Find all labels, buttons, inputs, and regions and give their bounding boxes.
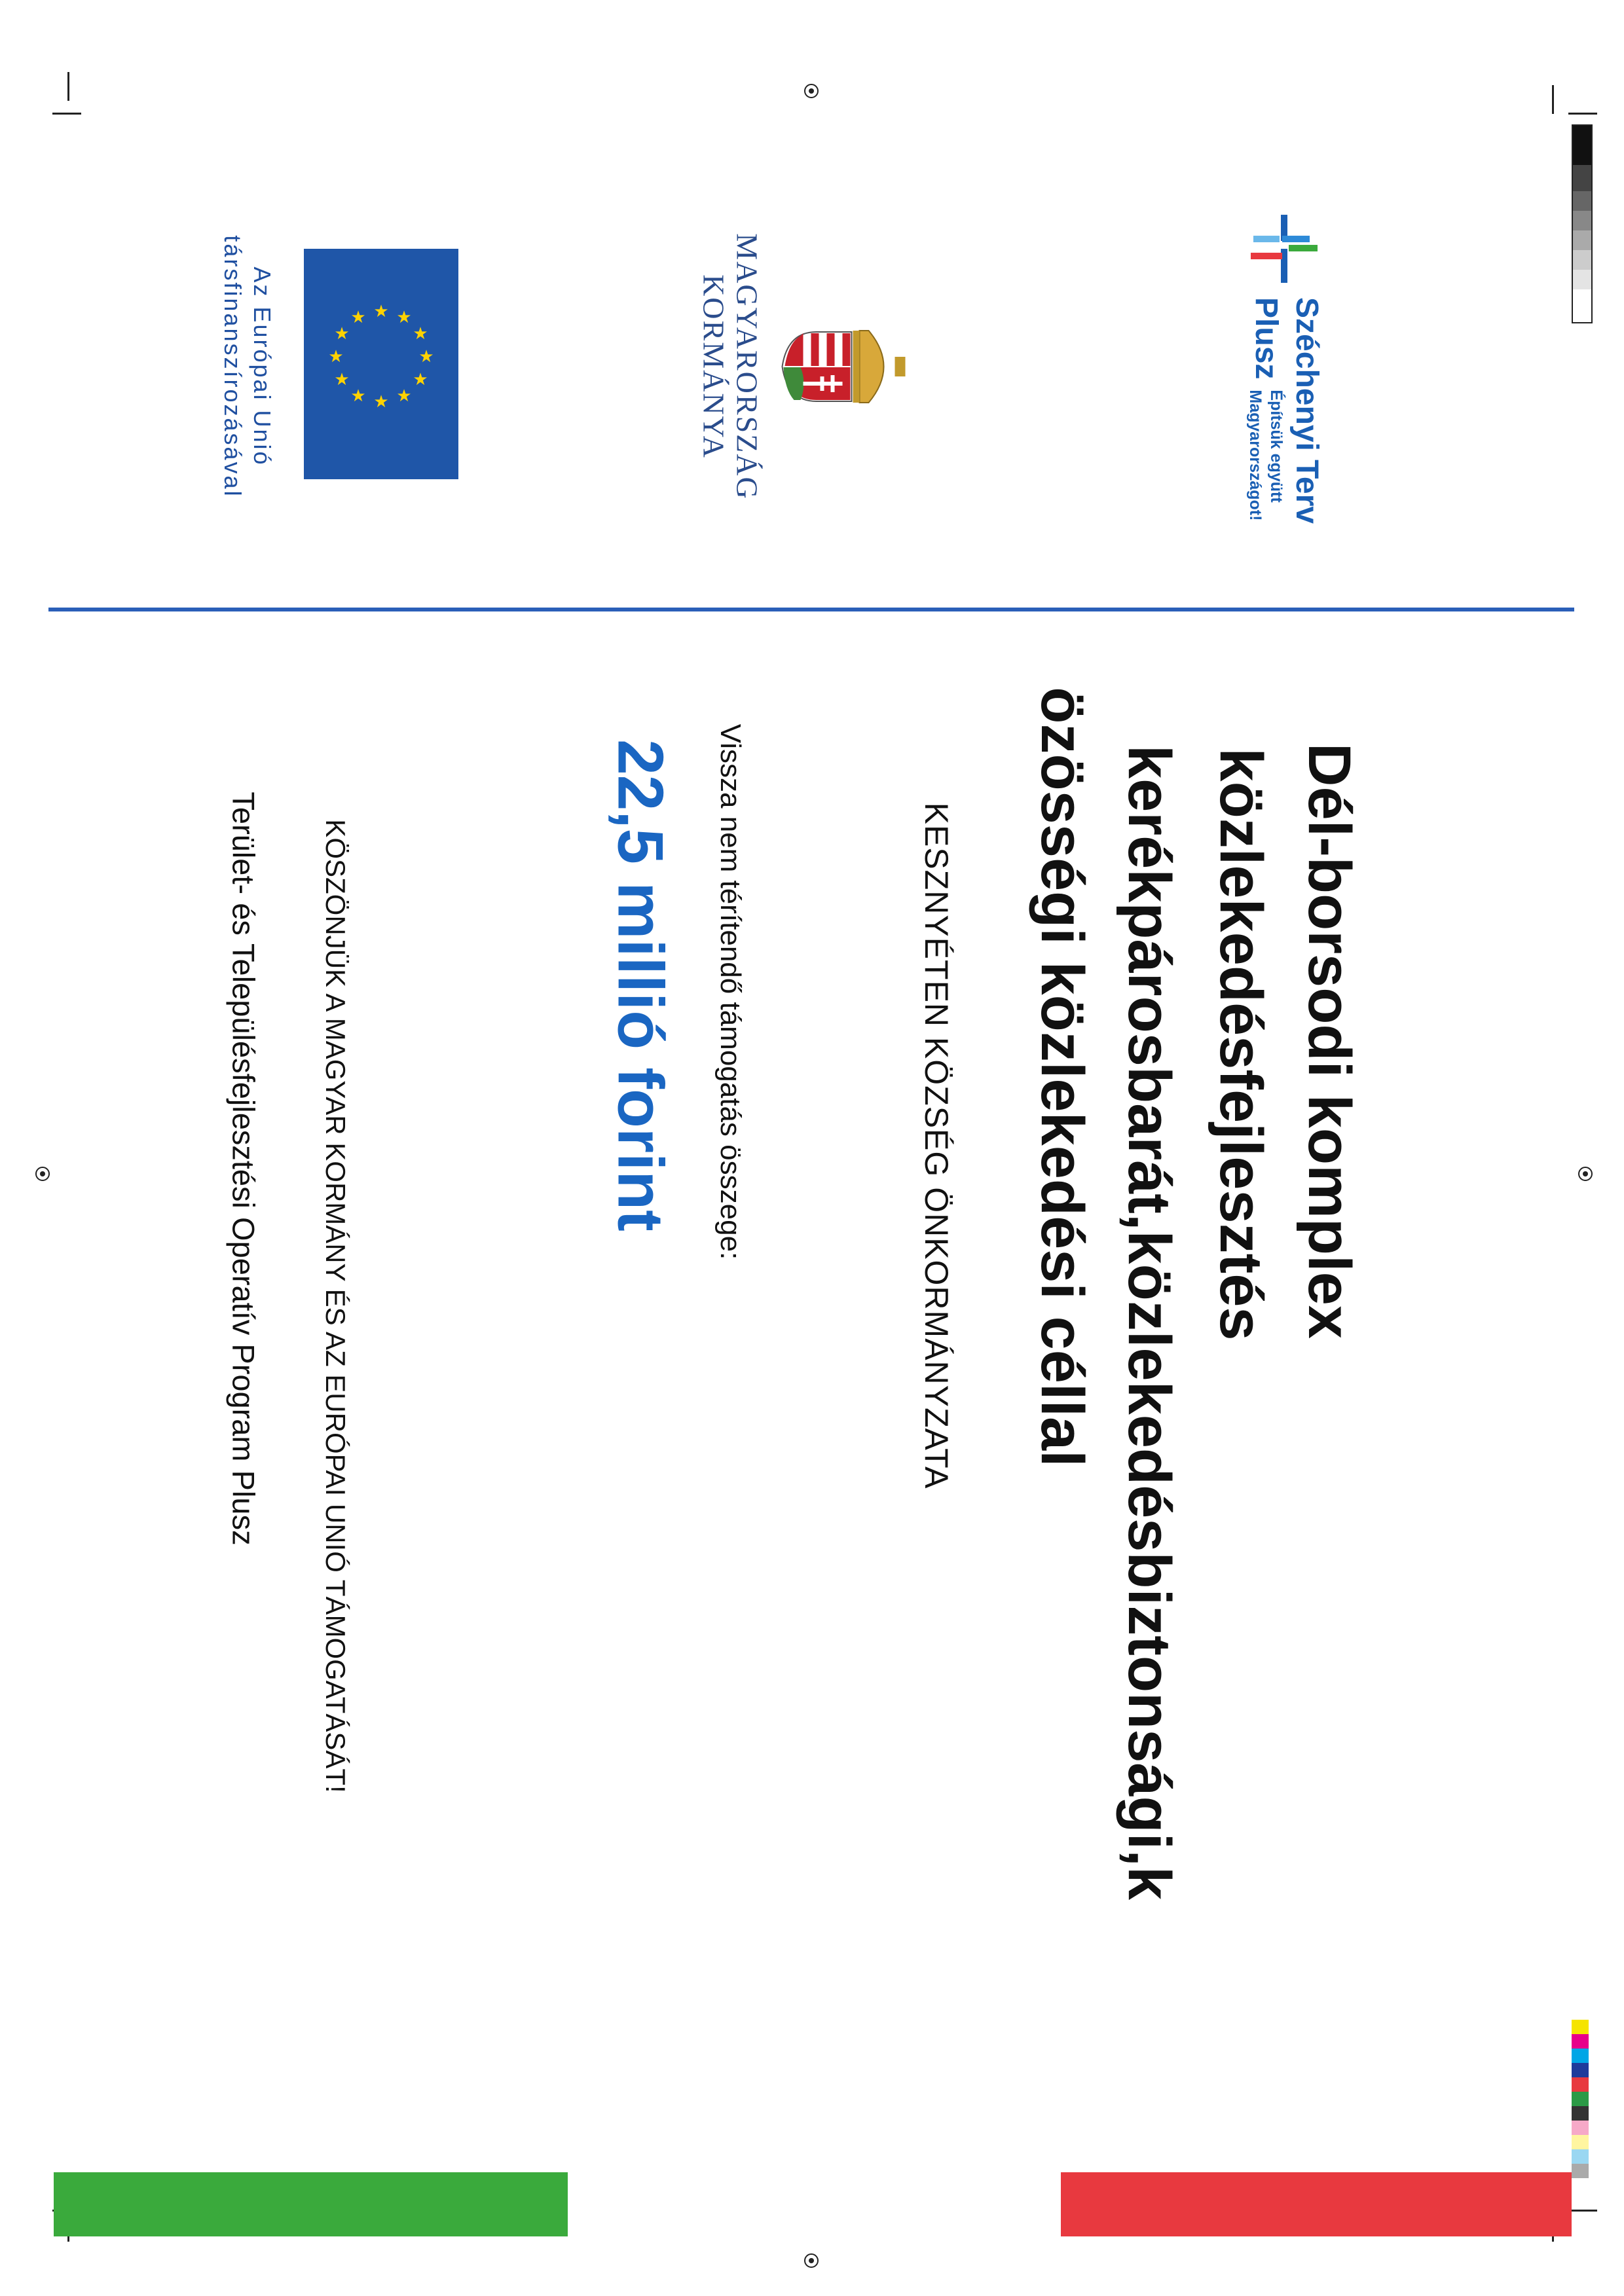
green-bar bbox=[54, 2172, 568, 2236]
svg-text:★: ★ bbox=[418, 347, 434, 367]
thanks-text: KÖSZÖNJÜK A MAGYAR KORMÁNY ÉS AZ EURÓPAI UNIÓ TÁMOGATÁSÁT! bbox=[320, 819, 351, 1793]
svg-text:★: ★ bbox=[334, 370, 350, 390]
eu-caption bbox=[218, 235, 277, 498]
color-strip bbox=[1572, 2020, 1590, 2216]
slogan-line1: Építsük együtt bbox=[1267, 390, 1286, 503]
crop-mark-top-right bbox=[1552, 85, 1554, 114]
registration-mark-bottom bbox=[803, 2252, 820, 2269]
szechenyi-plusz: Plusz bbox=[1249, 297, 1283, 380]
registration-mark-right bbox=[1577, 1165, 1594, 1182]
crop-mark-top-right-h bbox=[1568, 113, 1597, 115]
svg-text:★: ★ bbox=[350, 308, 366, 327]
crop-mark-top-left bbox=[67, 72, 69, 101]
svg-text:★: ★ bbox=[413, 324, 428, 344]
szechenyi-plus-icon bbox=[1244, 210, 1323, 288]
beneficiary: KESZNYÉTEN KÖZSÉG ÖNKORMÁNYZATA bbox=[918, 802, 955, 1489]
title-line-2: közlekedésfejlesztés bbox=[1208, 748, 1274, 1341]
registration-mark-left bbox=[34, 1165, 51, 1182]
title-line-1: Dél-borsodi komplex bbox=[1296, 743, 1363, 1339]
svg-text:★: ★ bbox=[328, 347, 344, 367]
svg-text:★: ★ bbox=[396, 308, 412, 327]
government-line1: MAGYARORSZÁG bbox=[730, 233, 764, 500]
eu-caption-line2: társfinanszírozásával bbox=[219, 235, 246, 498]
svg-text:★: ★ bbox=[396, 386, 412, 406]
registration-mark-top bbox=[803, 82, 820, 100]
red-bar bbox=[1061, 2172, 1572, 2236]
svg-text:★: ★ bbox=[373, 302, 389, 321]
grant-label: Vissza nem térítendő támogatás összege: bbox=[714, 723, 747, 1260]
slogan-line2: Magyarországot! bbox=[1246, 390, 1264, 521]
coat-of-arms bbox=[778, 324, 906, 409]
eu-flag-icon bbox=[304, 249, 458, 479]
government-text bbox=[697, 233, 763, 500]
grayscale-strip bbox=[1572, 124, 1593, 323]
svg-text:★: ★ bbox=[373, 392, 389, 412]
hungarian-coat-of-arms-icon bbox=[781, 324, 906, 409]
program-name: Terület- és Településfejlesztési Operatív Program Plusz bbox=[226, 792, 261, 1546]
eu-flag bbox=[304, 249, 458, 479]
eu-caption-line1: Az Európai Unió bbox=[249, 266, 276, 467]
government-line2: KORMÁNYA bbox=[697, 274, 731, 459]
svg-text:★: ★ bbox=[350, 386, 366, 406]
grant-amount: 22,5 millió forint bbox=[604, 739, 677, 1231]
title-line-4: özösségi közlekedési céllal bbox=[1029, 687, 1096, 1467]
svg-text:★: ★ bbox=[334, 324, 350, 344]
divider-line bbox=[48, 608, 1574, 611]
szechenyi-logo bbox=[1244, 210, 1323, 524]
title-line-3: kerékpárosbarát,közlekedésbiztonsági,k bbox=[1116, 744, 1183, 1901]
crop-mark-top-left-h bbox=[52, 113, 81, 115]
szechenyi-title: Széchenyi Terv bbox=[1289, 297, 1325, 524]
svg-text:★: ★ bbox=[413, 370, 428, 390]
